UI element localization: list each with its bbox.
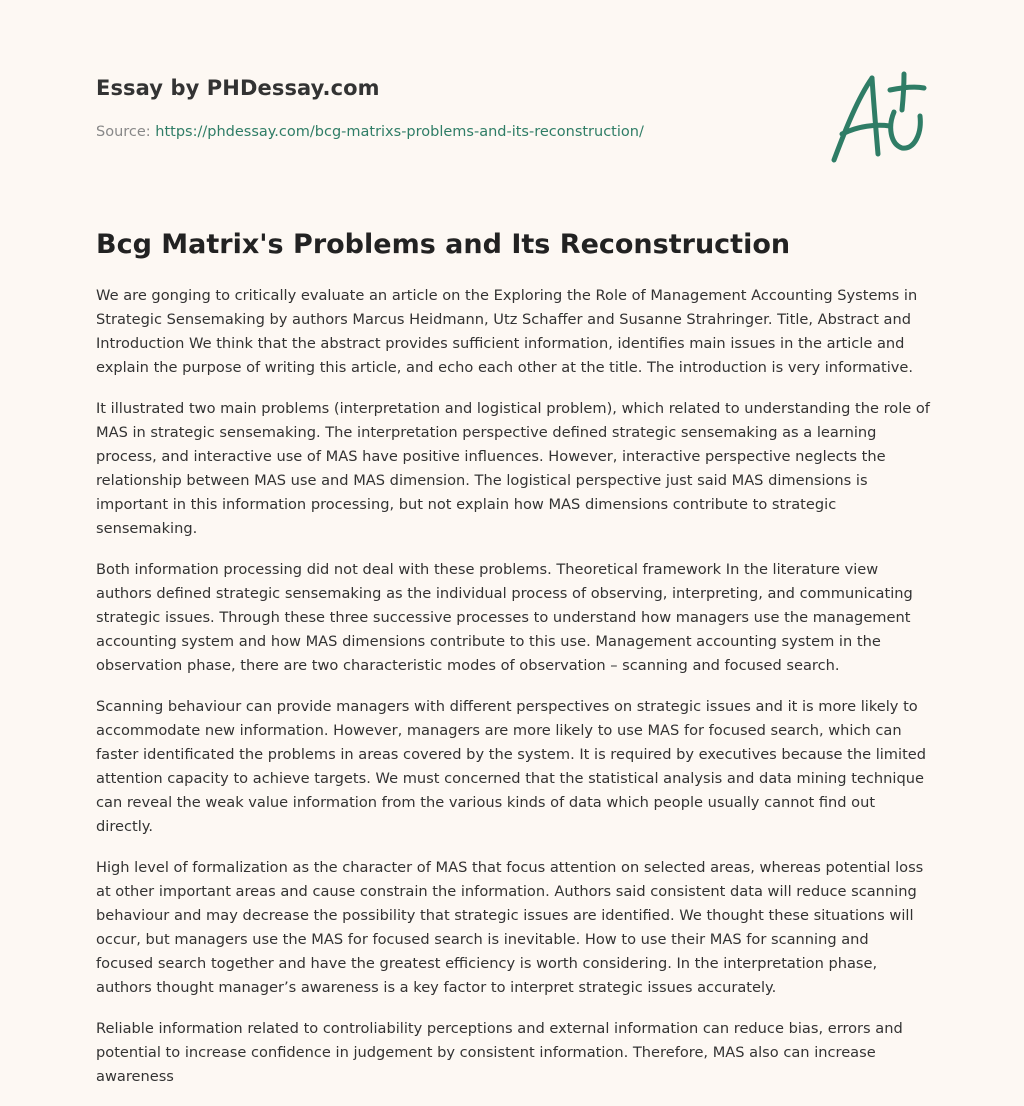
brand-title: Essay by PHDessay.com: [96, 76, 380, 100]
essay-title: Bcg Matrix's Problems and Its Reconstruction: [96, 229, 791, 260]
paragraph: High level of formalization as the character of MAS that focus attention on selected areas, whereas potential loss at other important areas and cause constrain the information. Authors said consistent data will reduce scanning behaviour and may decrease the possibility that strategic issues are identified. We thought these situations will occur, but managers use the MAS for focused search is inevitable. How to use their MAS for scanning and focused search together and have the greatest efficiency is worth considering. In the interpretation phase, authors thought manager’s awareness is a key factor to interpret strategic issues accurately.: [96, 859, 924, 996]
page-header: [96, 0, 928, 200]
source-line: [96, 124, 644, 140]
paragraph: Both information processing did not deal with these problems. Theoretical framework In the literature view authors defined strategic sensemaking as the individual process of observing, interpreting, and communicating strategic issues. Through these three successive processes to understand how managers use the management accounting system and how MAS dimensions contribute to this use. Management accounting system in the observation phase, there are two characteristic modes of observation – scanning and focused search.: [96, 561, 913, 674]
paragraph: We are gonging to critically evaluate an article on the Exploring the Role of Management Accounting Systems in Strategic Sensemaking by authors Marcus Heidmann, Utz Schaffer and Susanne Strahringer. Title, Abstract and Introduction We think that the abstract provides sufficient information, identifies main issues in the article and explain the purpose of writing this article, and echo each other at the title. The introduction is very informative.: [96, 287, 918, 376]
source-label: Source:: [96, 124, 151, 140]
essay-body: [96, 284, 930, 1106]
source-link[interactable]: https://phdessay.com/bcg-matrixs-problems-and-its-reconstruction/: [155, 124, 644, 140]
paragraph: Scanning behaviour can provide managers with different perspectives on strategic issues and it is more likely to accommodate new information. However, managers are more likely to use MAS for focused search, which can faster identificated the problems in areas covered by the system. It is required by executives because the limited attention capacity to achieve targets. We must concerned that the statistical analysis and data mining technique can reveal the weak value information from the various kinds of data which people usually cannot find out directly.: [96, 698, 927, 835]
a-plus-logo-icon: [828, 68, 928, 164]
paragraph: It illustrated two main problems (interpretation and logistical problem), which related to understanding the role of MAS in strategic sensemaking. The interpretation perspective defined strategic sensemaking as a learning process, and interactive use of MAS have positive influences. However, interactive perspective neglects the relationship between MAS use and MAS dimension. The logistical perspective just said MAS dimensions is important in this information processing, but not explain how MAS dimensions contribute to strategic sensemaking.: [96, 400, 930, 537]
paragraph: Reliable information related to controliability perceptions and external information can reduce bias, errors and potential to increase confidence in judgement by consistent information. Therefore, MAS also can increase awareness: [96, 1020, 903, 1085]
